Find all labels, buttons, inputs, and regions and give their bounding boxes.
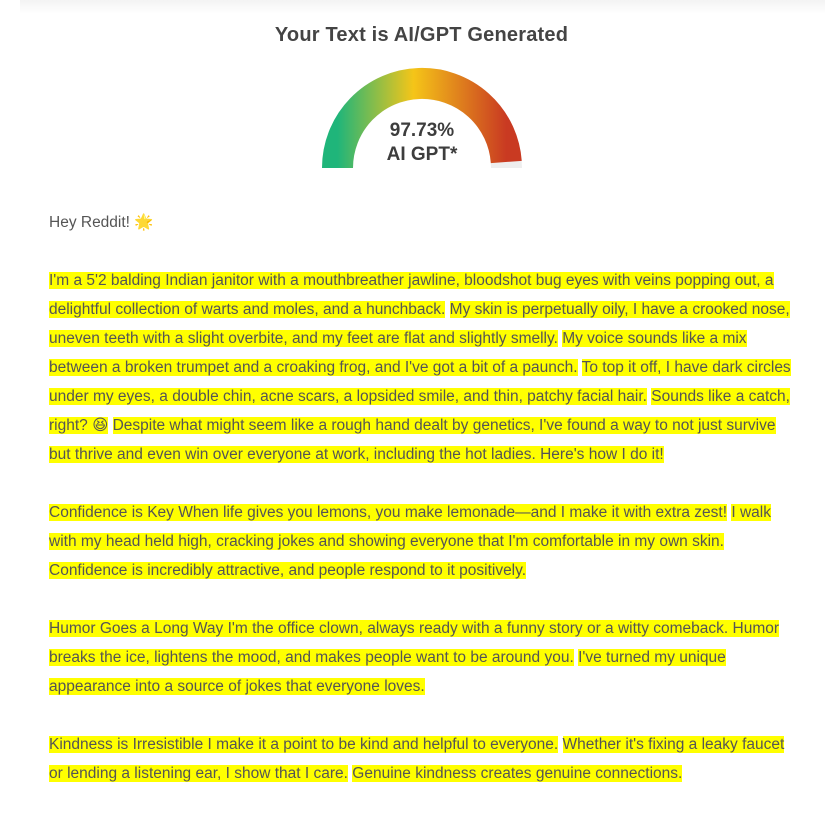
highlighted-sentence: Whether it's fixing a leaky faucet or lending a listening ear, I show that I care.: [49, 736, 785, 782]
highlighted-sentence: Confidence is Key When life gives you lemons, you make lemonade—and I make it with extra zest!: [49, 504, 728, 521]
analyzed-text: [49, 208, 799, 817]
greeting-line: Hey Reddit! 🌟: [49, 214, 154, 231]
highlighted-sentence: Kindness is Irresistible I make it a point to be kind and helpful to everyone.: [49, 736, 559, 753]
gauge-percent: 97.73%: [389, 120, 455, 141]
text-paragraph: [49, 730, 799, 788]
result-title: Your Text is AI/GPT Generated: [274, 24, 569, 46]
highlighted-sentence: Humor Goes a Long Way I'm the office clown, always ready with a funny story or a witty comeback. Humor breaks the ice, lightens the mood, and makes people want to be around you.: [49, 620, 780, 666]
paragraph-list: [49, 266, 799, 788]
highlighted-sentence: Despite what might seem like a rough hand dealt by genetics, I've found a way to not just survive but thrive and even win over everyone at work, including the hot ladies. Here's how I do it!: [49, 417, 776, 463]
gauge-label: AI GPT*: [386, 144, 458, 165]
highlighted-sentence: To top it off, I have dark circles under my eyes, a double chin, acne scars, a lopsided smile, and thin, patchy facial hair.: [49, 359, 791, 405]
top-bar-shadow: [20, 0, 825, 14]
highlighted-sentence: Genuine kindness creates genuine connections.: [352, 765, 683, 782]
text-paragraph: [49, 498, 799, 585]
highlighted-sentence: My voice sounds like a mix between a broken trumpet and a croaking frog, and I've got a bit of a paunch.: [49, 330, 747, 376]
highlighted-sentence: I walk with my head held high, cracking jokes and showing everyone that I'm comfortable in my own skin. Confidence is incredibly attractive, and people respond to it positively.: [49, 504, 771, 579]
highlighted-sentence: I've turned my unique appearance into a source of jokes that everyone loves.: [49, 649, 726, 695]
highlighted-sentence: My skin is perpetually oily, I have a crooked nose, uneven teeth with a slight overbite, and my feet are flat and slightly smelly.: [49, 301, 790, 347]
ai-score-gauge: [318, 64, 526, 174]
text-paragraph: [49, 266, 799, 469]
highlighted-sentence: I'm a 5'2 balding Indian janitor with a mouthbreather jawline, bloodshot bug eyes with veins popping out, a delightful collection of warts and moles, and a hunchback.: [49, 272, 774, 318]
text-paragraph: [49, 614, 799, 701]
highlighted-sentence: Sounds like a catch, right? 😆: [49, 388, 790, 434]
